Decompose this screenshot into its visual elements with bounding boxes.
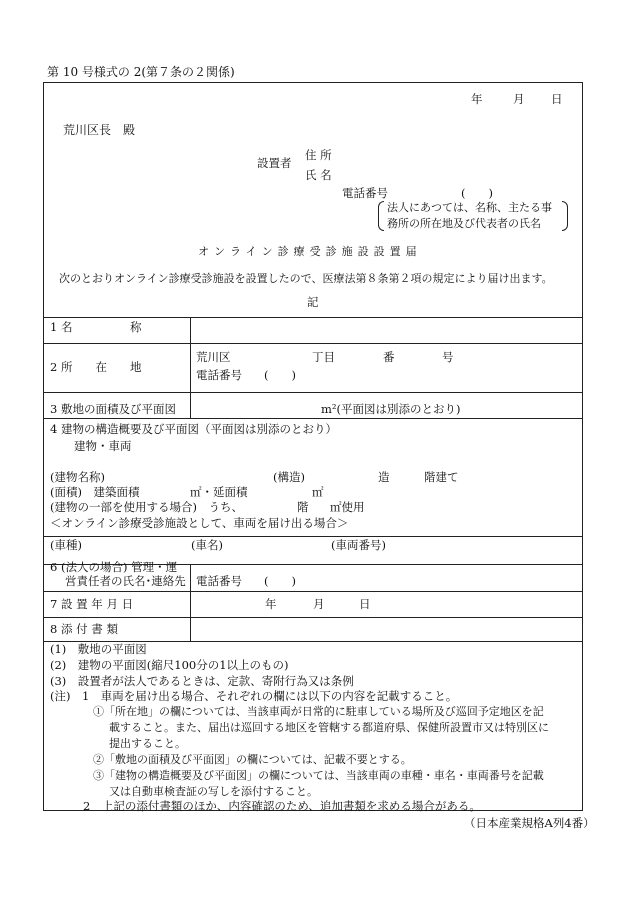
area-unit-2: ㎡ [312,485,324,499]
column-divider [190,564,191,641]
building-zou: 造 [378,470,390,484]
name-label: 氏 名 [305,168,332,182]
column-divider [190,317,191,418]
note-line: 載すること。また、届出は巡回する地区を管轄する都道府県、保健所設置市又は特別区に [109,721,549,734]
paper-size-footer: （日本産業規格A列4番） [464,816,595,830]
structure-vehicle-label: 建物・車両 [74,439,132,453]
note-line: ①「所在地」の欄については、当該車両が日常的に駐車している場所及び巡回予定地区を記 [93,705,544,718]
corporate-note-line1: 法人にあつては、名称、主たる事 [387,201,552,214]
building-structure-label: (構造) [273,470,305,484]
applicant-phone-label: 電話番号 [342,186,388,200]
install-year: 年 [265,597,277,611]
building-floors: 階建て [424,470,459,484]
install-day: 日 [359,597,371,611]
attachments-label: 8 添 付 書 類 [50,622,118,636]
location-chome: 丁目 [312,350,335,364]
vehicle-number-label: (車両番号) [331,538,386,552]
date-year: 年 [471,92,483,106]
applicant-label: 設置者 [257,156,292,170]
note-bracket-left [378,201,384,231]
note-line: ②「敷地の面積及び平面図」の欄については、記載不要とする。 [93,753,412,766]
rule [44,317,582,318]
rule [44,343,582,344]
install-month: 月 [313,597,325,611]
note-line: (2) 建物の平面図(縮尺100分の1以上のもの) [50,658,289,672]
location-ward: 荒川区 [196,350,231,364]
rule [44,418,582,419]
manager-phone-label: 電話番号 [196,574,242,588]
location-phone-label: 電話番号 [196,368,242,382]
site-row-value: m²(平面図は別添のとおり) [321,402,461,416]
location-row-label: 2 所 在 地 [50,360,142,374]
site-row-label: 3 敷地の面積及び平面図 [50,402,176,416]
note-line: (1) 敷地の平面図 [50,642,147,656]
building-name-label: (建物名称) [50,470,105,484]
partial-use-floor: 階 [297,500,309,514]
note-line: 2 上記の添付書類のほか、内容確認のため、追加書類を求める場合がある。 [83,799,481,813]
location-ban: 番 [383,350,395,364]
manager-label-line1: 6 (法人の場合) 管理・運 [50,560,178,574]
vehicle-note: ＜オンライン診療受診施設として、車両を届け出る場合＞ [50,516,349,530]
note-line: (注) 1 車両を届け出る場合、それぞれの欄には以下の内容を記載すること。 [50,689,458,703]
vehicle-name-label: (車名) [191,538,223,552]
location-go: 号 [442,350,454,364]
vehicle-type-label: (車種) [50,538,82,552]
area-label: (面積) 建築面積 [50,485,140,499]
address-label: 住 所 [305,148,332,162]
applicant-phone-parens: ( ) [461,186,493,200]
date-month: 月 [513,92,525,106]
note-bracket-right [562,201,568,231]
intro-text: 次のとおりオンライン診療受診施設を設置したので、医療法第８条第２項の規定により届け出ます。 [59,272,553,285]
name-row-label: 1 名 称 [50,320,142,334]
note-line: ③「建物の構造概要及び平面図」の欄については、当該車両の車種・車名・車両番号を記載 [93,769,544,782]
area-unit-1: ㎡・延面積 [190,485,248,499]
manager-phone-parens: ( ) [264,574,296,588]
note-line: 提出すること。 [109,737,186,750]
rule [44,591,582,592]
partial-use-area: ㎡使用 [330,500,365,514]
note-line: 又は自動車検査証の写しを添付すること。 [109,785,318,798]
partial-use-label: (建物の一部を使用する場合) うち、 [50,500,243,514]
manager-label-line2: 営責任者の氏名･連絡先 [65,574,186,588]
rule [44,392,582,393]
location-phone-parens: ( ) [264,368,296,382]
structure-row-label: 4 建物の構造概要及び平面図（平面図は別添のとおり） [50,422,337,436]
install-date-label: 7 設 置 年 月 日 [50,597,134,611]
addressee: 荒川区長 殿 [63,123,136,137]
rule [44,536,582,537]
rule [44,617,582,618]
corporate-note-line2: 務所の所在地及び代表者の氏名 [387,217,541,230]
date-day: 日 [551,92,563,106]
document-title: オンライン診療受診施設設置届 [198,245,422,258]
form-number: 第 10 号様式の 2(第７条の２関係) [47,65,235,79]
ki-mark: 記 [307,295,319,309]
note-line: (3) 設置者が法人であるときは、定款、寄附行為又は条例 [50,674,354,688]
